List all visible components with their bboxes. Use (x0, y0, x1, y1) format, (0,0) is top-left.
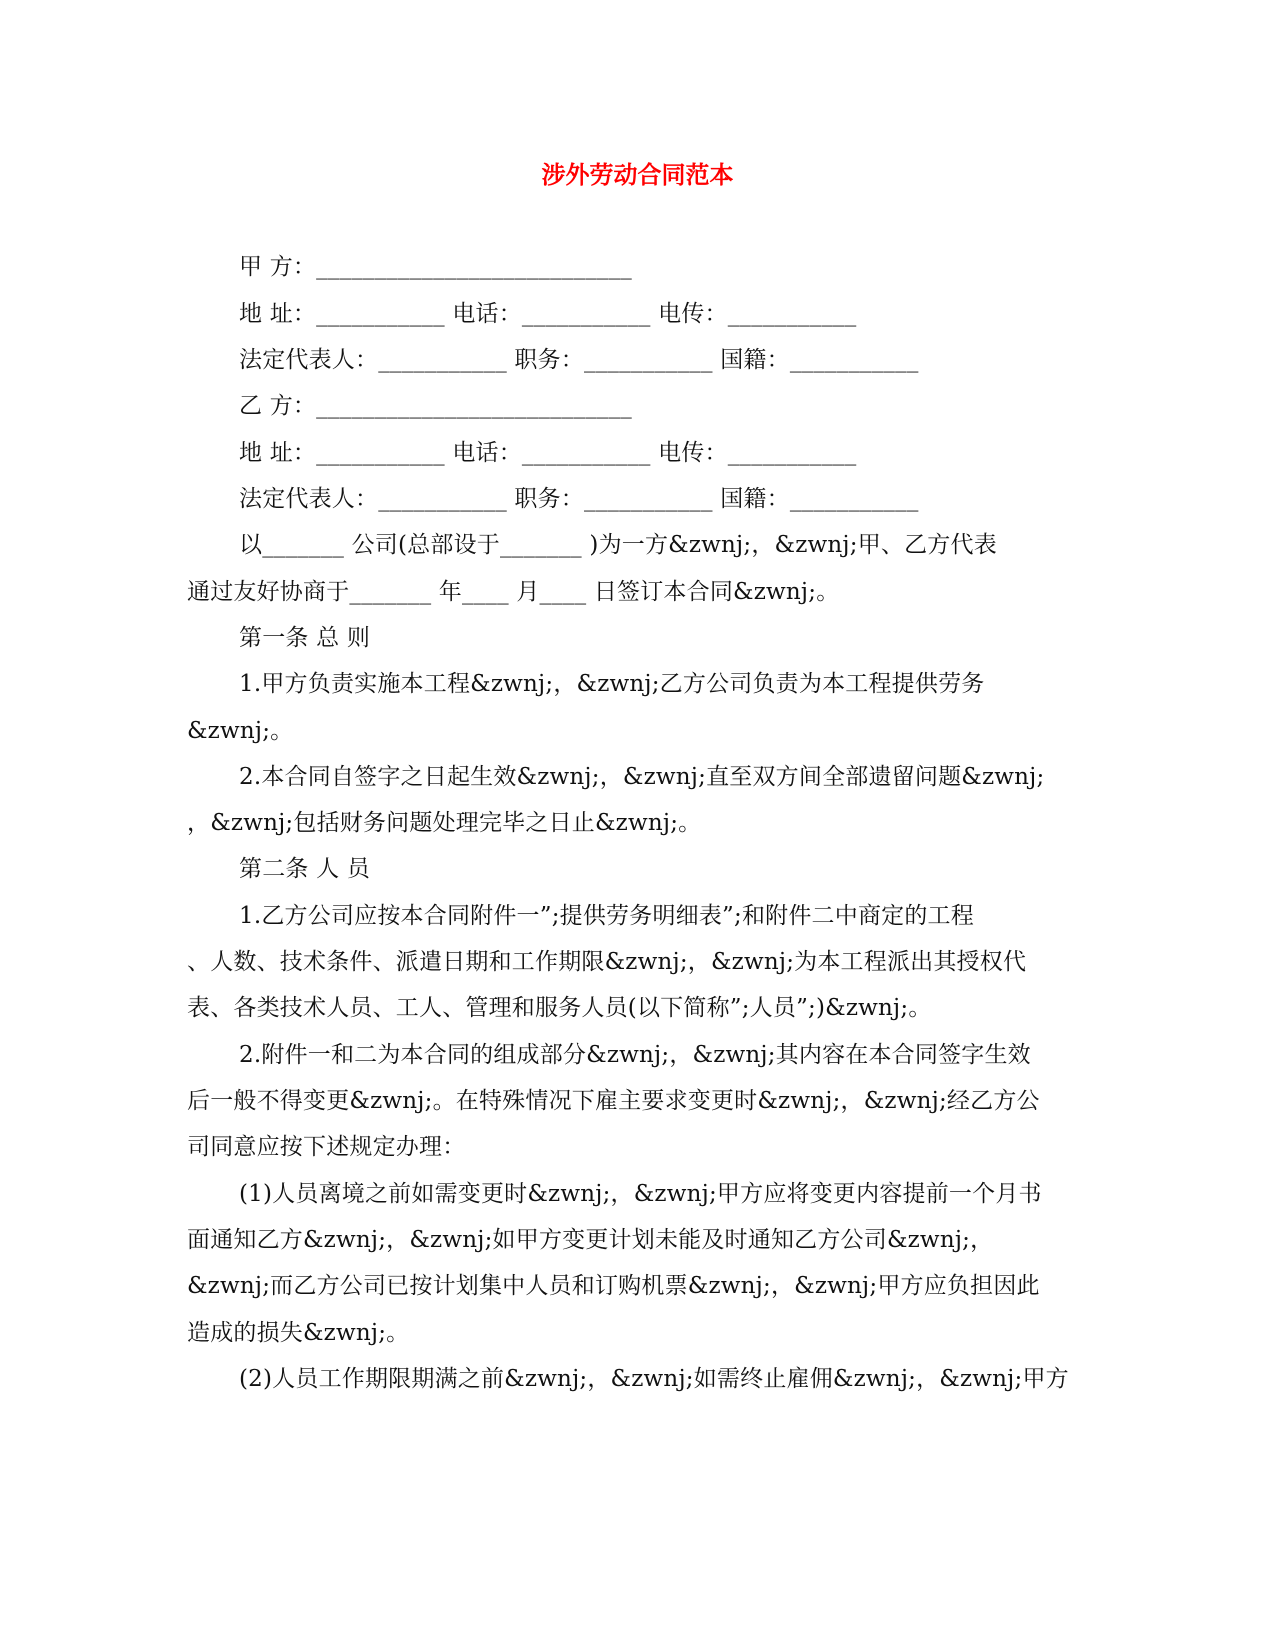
sub-clause-1-line-3: &zwnj;而乙方公司已按计划集中人员和订购机票&zwnj;，&zwnj;甲方应负担因此 (187, 1273, 1040, 1299)
party-a-line: 甲 方：___________________________ (239, 254, 633, 280)
article-1-heading: 第一条 总 则 (239, 625, 371, 651)
party-b-line: 乙 方：___________________________ (239, 393, 633, 419)
party-b-address-line: 地 址：___________ 电话：___________ 电传：___________ (239, 440, 857, 466)
sub-clause-2-line-1: (2)人员工作期限期满之前&zwnj;，&zwnj;如需终止雇佣&zwnj;，&zwnj;甲方 (239, 1366, 1069, 1392)
article-2-heading: 第二条 人 员 (239, 856, 371, 882)
party-a-address-line: 地 址：___________ 电话：___________ 电传：___________ (239, 301, 857, 327)
article-2-clause-1-line-3: 表、各类技术人员、工人、管理和服务人员(以下简称”;人员”;)&zwnj;。 (187, 995, 932, 1021)
article-1-clause-2-line-2: ，&zwnj;包括财务问题处理完毕之日止&zwnj;。 (187, 810, 702, 836)
article-1-clause-1-line-1: 1.甲方负责实施本工程&zwnj;，&zwnj;乙方公司负责为本工程提供劳务 (239, 671, 985, 697)
article-2-clause-2-line-3: 司同意应按下述规定办理： (187, 1134, 466, 1160)
sub-clause-1-line-1: (1)人员离境之前如需变更时&zwnj;，&zwnj;甲方应将变更内容提前一个月书 (239, 1181, 1042, 1207)
article-2-clause-1-line-2: 、人数、技术条件、派遣日期和工作期限&zwnj;，&zwnj;为本工程派出其授权代 (187, 949, 1027, 975)
article-1-clause-1-line-2: &zwnj;。 (187, 718, 294, 744)
preamble-line-1: 以_______ 公司(总部设于_______ )为一方&zwnj;，&zwnj;甲、乙方代表 (239, 532, 997, 558)
article-2-clause-1-line-1: 1.乙方公司应按本合同附件一”;提供劳务明细表”;和附件二中商定的工程 (239, 903, 974, 929)
article-2-clause-2-line-2: 后一般不得变更&zwnj;。在特殊情况下雇主要求变更时&zwnj;，&zwnj;经乙方公 (187, 1088, 1040, 1114)
article-2-clause-2-line-1: 2.附件一和二为本合同的组成部分&zwnj;，&zwnj;其内容在本合同签字生效 (239, 1042, 1031, 1068)
party-a-representative-line: 法定代表人：___________ 职务：___________ 国籍：___________ (239, 347, 919, 373)
sub-clause-1-line-2: 面通知乙方&zwnj;，&zwnj;如甲方变更计划未能及时通知乙方公司&zwnj;， (187, 1227, 994, 1253)
party-b-representative-line: 法定代表人：___________ 职务：___________ 国籍：___________ (239, 486, 919, 512)
preamble-line-2: 通过友好协商于_______ 年____ 月____ 日签订本合同&zwnj;。 (187, 579, 840, 605)
sub-clause-1-line-4: 造成的损失&zwnj;。 (187, 1320, 410, 1346)
article-1-clause-2-line-1: 2.本合同自签字之日起生效&zwnj;，&zwnj;直至双方间全部遗留问题&zwnj; (239, 764, 1045, 790)
document-title: 涉外劳动合同范本 (541, 160, 734, 189)
